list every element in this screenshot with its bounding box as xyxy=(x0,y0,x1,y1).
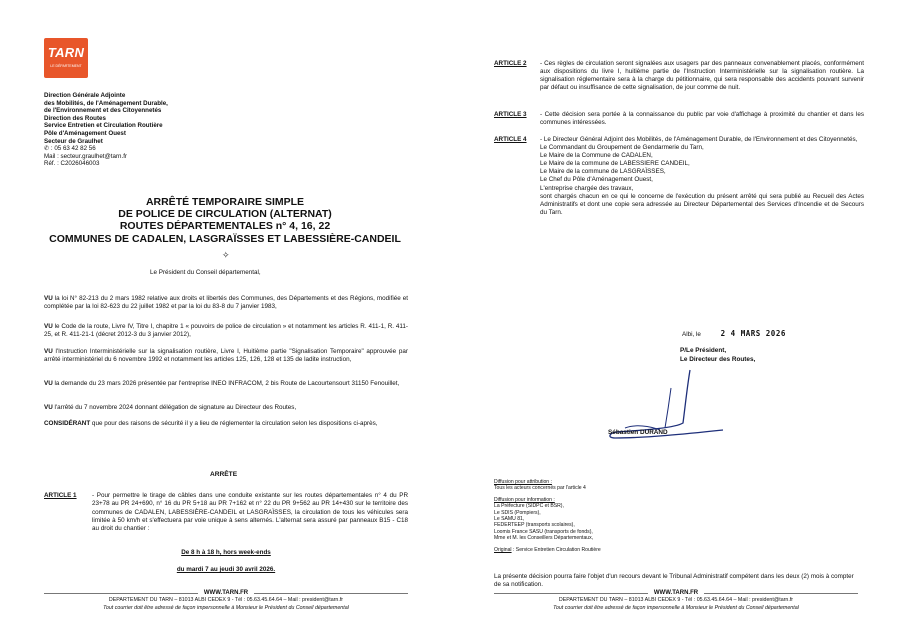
vu-text: l'Instruction Interministérielle sur la signalisation routière, Livre I, Huitième partie "Signalisation Temporaire" approuvée par arrêté interministériel du 6 novembre 1992 et notamment les articles 125, 126, 128 et 135 de ladite instruction, xyxy=(44,348,408,364)
considerant-lead: CONSIDÉRANT xyxy=(44,420,91,427)
recipient: Le Maire de la commune de LASGRAÏSSES, xyxy=(540,168,666,176)
footer-website: WWW.TARN.FR xyxy=(203,590,249,596)
considerant-paragraph xyxy=(44,420,408,428)
article-text: - Pour permettre le tirage de câbles dans une conduite existante sur les routes départementales n° 4 du PR 23+78 au PR 24+690, n° 16 du PR 5+18 au PR 7+162 et n° 22 du PR 9+562 au PR 14+430 sur le territoire des communes de CADALEN, LABESSIÈRE-CANDEIL et LASGRAÏSSES, la circulation de tous les véhicules sera limitée à 50 km/h et s'effectuera par voie unique à sens alternés. L'alternat sera assuré par panneaux B15 - C18 au droit du chantier : xyxy=(92,492,408,533)
footer-address: DEPARTEMENT DU TARN – 81013 ALBI CEDEX 9 - Tél : 05.63.45.64.64 – Mail : president@tarn.fr xyxy=(108,597,344,604)
vu-text: la demande du 23 mars 2026 présentée par l'entreprise INEO INFRACOM, 2 bis Route de Lacourtensourt 31150 Fenouillet, xyxy=(52,380,400,387)
president-line: Le Président du Conseil départemental, xyxy=(150,269,261,276)
vu-paragraph xyxy=(44,380,408,388)
vu-text: la loi N° 82-213 du 2 mars 1982 relative aux droits et libertés des Communes, des Départements et des Régions, modifiée et complétée par la loi 82-623 du 22 juillet 1982 et par la loi du 83-8 du 7 janvier 1983, xyxy=(44,295,408,311)
ornament-icon: ✧ xyxy=(222,250,230,260)
page-footer xyxy=(494,590,858,612)
vu-text: le Code de la route, Livre IV, Titre I, chapitre 1 « pouvoirs de police de circulation » et notamment les articles R. 411-1, R. 411-25, et R. 411-21-1 (décret 2012-3 du 3 janvier 2012), xyxy=(44,323,408,339)
page-right xyxy=(450,0,900,637)
vu-lead: VU xyxy=(44,404,53,411)
considerant-text: que pour des raisons de sécurité il y a lieu de réglementer la circulation selon les dispositions ci-après, xyxy=(90,420,378,427)
signatory-line: Le Directeur des Routes, xyxy=(680,355,756,363)
article-2 xyxy=(494,60,864,92)
divider xyxy=(704,593,858,594)
hours-line: De 8 h à 18 h, hors week-ends xyxy=(181,549,271,556)
diffusion-item: Le SAMU 81, xyxy=(494,516,525,523)
sender-line: de l'Environnement et des Citoyennetés xyxy=(44,107,162,115)
vu-lead: VU xyxy=(44,380,53,387)
original-title: Original xyxy=(494,546,512,553)
article-label: ARTICLE 2 xyxy=(494,60,527,67)
signatory-name: Sébastien DURAND xyxy=(608,429,668,436)
footer-rule xyxy=(44,590,408,597)
vu-text: l'arrêté du 7 novembre 2024 donnant délégation de signature au Directeur des Routes, xyxy=(52,404,297,411)
vu-lead: VU xyxy=(44,295,53,302)
sender-mail: Mail : secteur.graulhet@tarn.fr xyxy=(44,152,127,160)
article-text: - Cette décision sera portée à la connaissance du public par voie d'affichage à proximité du chantier et dans les communes intéressées. xyxy=(540,111,864,127)
article-label: ARTICLE 4 xyxy=(494,136,527,143)
article-intro: - Le Directeur Général Adjoint des Mobilités, de l'Aménagement Durable, de l'Environnement et des Citoyennetés, xyxy=(540,136,858,143)
title-line: ROUTES DÉPARTEMENTALES n° 4, 16, 22 xyxy=(119,220,331,233)
sender-line: Direction Générale Adjointe xyxy=(44,92,126,99)
diffusion-block xyxy=(494,479,601,553)
sender-phone: ✆ : 05 63 42 82 56 xyxy=(44,145,96,153)
recours-notice: La présente décision pourra faire l'objet d'un recours devant le Tribunal Administratif compétent dans les deux (2) mois à compter de sa notification. xyxy=(494,573,854,589)
divider xyxy=(44,593,198,594)
vu-lead: VU xyxy=(44,323,53,330)
date-place: Albi, le xyxy=(682,331,701,338)
signatory-block xyxy=(680,347,755,364)
recipient: Le Commandant du Groupement de Gendarmerie du Tarn, xyxy=(540,144,704,152)
recipient: Le Chef du Pôle d'Aménagement Ouest, xyxy=(540,176,653,184)
document-title xyxy=(40,196,410,245)
footer-note: Tout courrier doit être adressé de façon impersonnelle à Monsieur le Président du Conseil départemental xyxy=(553,604,799,611)
arrete-heading: ARRÊTE xyxy=(210,471,238,478)
diffusion-item: La Préfecture (SIDPC et BSR), xyxy=(494,503,564,510)
divider xyxy=(254,593,408,594)
vu-paragraph xyxy=(44,348,408,365)
tarn-logo xyxy=(44,38,88,78)
title-line: DE POLICE DE CIRCULATION (ALTERNAT) xyxy=(118,208,332,221)
vu-lead: VU xyxy=(44,348,53,355)
article-text: - Ces règles de circulation seront signalées aux usagers par des panneaux convenablement placés, conformément aux dispositions du livre I, huitième partie de l'Instruction Interministérielle sur la signalisation routière. La signalisation réglementaire sera à la charge du pétitionnaire, qui sera responsable des accidents pouvant survenir par défaut ou insuffisance de cette signalisation, de jour comme de nuit. xyxy=(540,60,864,92)
footer-rule xyxy=(494,590,858,597)
sender-ref: Réf. : C2026046003 xyxy=(44,160,100,168)
diffusion-original xyxy=(494,547,601,553)
footer-website: WWW.TARN.FR xyxy=(653,590,699,596)
footer-address: DEPARTEMENT DU TARN – 81013 ALBI CEDEX 9 - Tél : 05.63.45.64.64 – Mail : president@tarn.fr xyxy=(558,597,794,604)
recipient: L'entreprise chargée des travaux, xyxy=(540,184,634,192)
vu-paragraph xyxy=(44,295,408,312)
diffusion-item: Loomis France SASU (transports de fonds), xyxy=(494,528,593,535)
recipient: Le Maire de la commune de LABESSIERE CANDEIL, xyxy=(540,160,690,168)
diffusion-attr-text: Tous les acteurs concernés par l'article 4 xyxy=(494,485,586,492)
logo-tagline: LE DÉPARTEMENT xyxy=(50,64,82,68)
logo-name: TARN xyxy=(47,45,85,60)
diffusion-item: Mme et M. les Conseillers Départementaux, xyxy=(494,535,594,542)
title-line: ARRÊTÉ TEMPORAIRE SIMPLE xyxy=(145,196,305,208)
sender-line: des Mobilités, de l'Aménagement Durable, xyxy=(44,99,168,107)
sender-line: Secteur de Graulhet xyxy=(44,137,103,145)
sender-line: Service Entretien et Circulation Routière xyxy=(44,122,163,130)
article-label: ARTICLE 3 xyxy=(494,111,527,118)
date-line xyxy=(682,329,786,338)
divider xyxy=(494,593,648,594)
sender-line: Direction des Routes xyxy=(44,114,106,122)
title-line: COMMUNES DE CADALEN, LASGRAÏSSES ET LABESSIÈRE-CANDEIL xyxy=(49,232,401,245)
date-stamp: 2 4 MARS 2026 xyxy=(720,329,786,338)
footer-note: Tout courrier doit être adressé de façon impersonnelle à Monsieur le Président du Conseil départemental xyxy=(103,604,349,611)
sender-block xyxy=(44,92,168,168)
diffusion-attr-title: Diffusion pour attribution : xyxy=(494,479,552,485)
sender-line: Pôle d'Aménagement Ouest xyxy=(44,129,126,137)
vu-paragraph xyxy=(44,323,408,340)
article-4 xyxy=(494,136,864,217)
article-outro: sont chargés chacun en ce qui le concerne de l'exécution du présent arrêté qui sera publié au Recueil des Actes Administratifs et dont une copie sera adressée au Directeur Départemental des Services d'Incendie et de Secours du Tarn. xyxy=(540,192,864,216)
original-text: : Service Entretien Circulation Routière xyxy=(511,546,601,553)
diffusion-info-title: Diffusion pour information : xyxy=(494,496,555,503)
page-footer xyxy=(44,590,408,612)
article-1 xyxy=(44,492,408,533)
dates-line: du mardi 7 au jeudi 30 avril 2026. xyxy=(176,566,276,573)
diffusion-item: Le SDIS (Pompiers), xyxy=(494,509,541,516)
recipient: Le Maire de la Commune de CADALEN, xyxy=(540,152,653,160)
diffusion-item: FEDERTEEP (transports scolaires), xyxy=(494,522,575,529)
vu-paragraph xyxy=(44,404,408,412)
article-label: ARTICLE 1 xyxy=(44,492,77,499)
signatory-line: P/Le Président, xyxy=(680,347,727,354)
recipient-list xyxy=(540,144,864,193)
article-3 xyxy=(494,111,864,127)
